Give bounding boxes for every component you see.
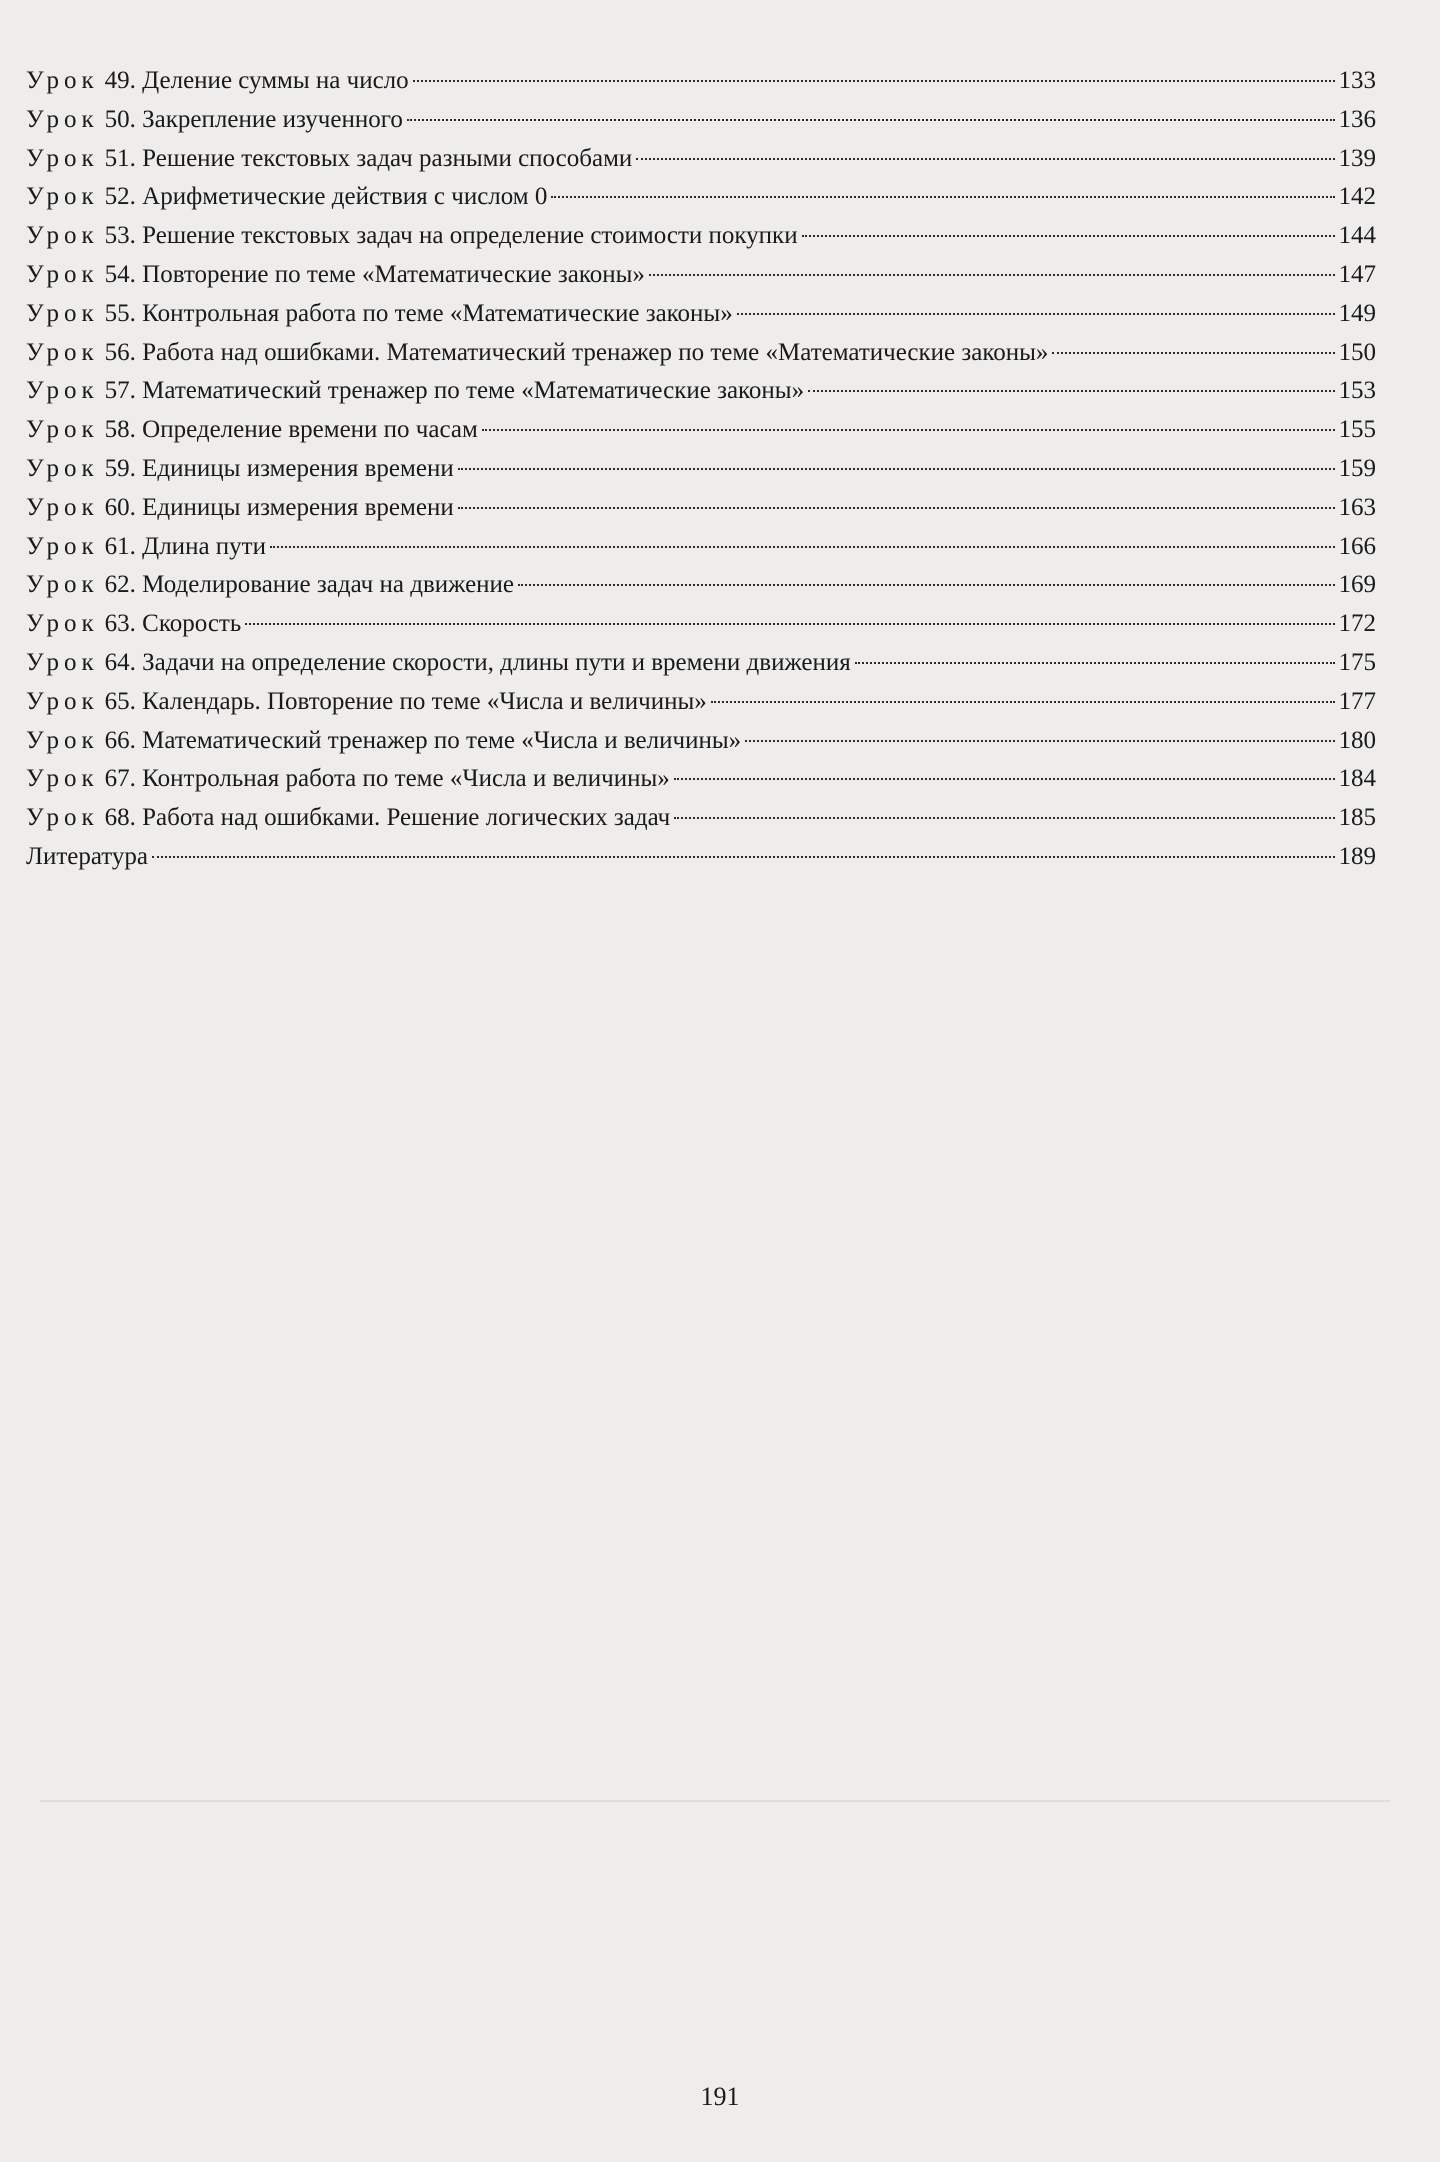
toc-entry-prefix: Урок bbox=[26, 532, 99, 560]
dot-leader bbox=[413, 80, 1335, 82]
dot-leader bbox=[245, 623, 1334, 625]
toc-entry bbox=[26, 838, 1376, 877]
toc-entry-page-number: 133 bbox=[1338, 67, 1376, 94]
toc-entry bbox=[26, 62, 1376, 101]
dot-leader bbox=[855, 662, 1335, 664]
toc-entry-title: 54. Повторение по теме «Математические законы» bbox=[104, 260, 645, 288]
toc-entry-page-number: 139 bbox=[1338, 144, 1376, 172]
dot-leader bbox=[711, 701, 1335, 703]
dot-leader bbox=[518, 584, 1334, 586]
table-of-contents bbox=[26, 62, 1376, 877]
toc-entry-prefix: Урок bbox=[26, 67, 99, 94]
toc-entry-prefix: Урок bbox=[26, 648, 99, 676]
toc-entry-title: 61. Длина пути bbox=[104, 532, 266, 560]
toc-entry-title: 65. Календарь. Повторение по теме «Числа и величины» bbox=[104, 687, 707, 715]
toc-entry-prefix: Урок bbox=[26, 299, 99, 327]
dot-leader bbox=[551, 196, 1334, 198]
dot-leader bbox=[458, 507, 1335, 509]
toc-entry-prefix: Урок bbox=[26, 222, 99, 250]
toc-entry-prefix: Урок bbox=[26, 804, 99, 832]
toc-entry-title: 55. Контрольная работа по теме «Математические законы» bbox=[104, 299, 733, 327]
toc-entry-page-number: 159 bbox=[1338, 454, 1376, 482]
dot-leader bbox=[270, 546, 1335, 548]
dot-leader bbox=[636, 158, 1334, 160]
toc-entry-title: 67. Контрольная работа по теме «Числа и величины» bbox=[104, 765, 670, 793]
toc-entry-title: 51. Решение текстовых задач разными способами bbox=[104, 144, 633, 172]
dot-leader bbox=[674, 817, 1334, 819]
bleed-through-rule bbox=[40, 1800, 1390, 1802]
toc-entry-title: 66. Математический тренажер по теме «Числа и величины» bbox=[104, 726, 742, 754]
toc-entry bbox=[26, 411, 1376, 450]
toc-entry bbox=[26, 101, 1376, 140]
dot-leader bbox=[808, 390, 1334, 392]
toc-entry-page-number: 184 bbox=[1338, 765, 1376, 793]
toc-entry-prefix: Урок bbox=[26, 183, 99, 211]
toc-entry-page-number: 144 bbox=[1338, 222, 1376, 250]
dot-leader bbox=[802, 235, 1335, 237]
dot-leader bbox=[1052, 352, 1334, 354]
toc-entry-title: 50. Закрепление изученного bbox=[104, 105, 403, 133]
toc-entry-page-number: 136 bbox=[1338, 105, 1376, 133]
dot-leader bbox=[152, 856, 1335, 858]
dot-leader bbox=[407, 119, 1335, 121]
toc-entry-title: 62. Моделирование задач на движение bbox=[104, 571, 515, 599]
toc-entry-prefix: Урок bbox=[26, 454, 99, 482]
toc-entry-prefix: Урок bbox=[26, 493, 99, 521]
toc-entry-title: 52. Арифметические действия с числом 0 bbox=[104, 183, 548, 211]
toc-entry-page-number: 189 bbox=[1338, 842, 1376, 870]
toc-entry-page-number: 142 bbox=[1338, 183, 1376, 211]
toc-entry-page-number: 147 bbox=[1338, 260, 1376, 288]
dot-leader bbox=[674, 778, 1335, 780]
toc-entry bbox=[26, 799, 1376, 838]
toc-entry-title: 63. Скорость bbox=[104, 610, 242, 638]
toc-entry-page-number: 185 bbox=[1338, 804, 1376, 832]
toc-entry bbox=[26, 760, 1376, 799]
toc-entry-page-number: 163 bbox=[1338, 493, 1376, 521]
dot-leader bbox=[458, 468, 1335, 470]
toc-entry-page-number: 153 bbox=[1338, 377, 1376, 405]
toc-entry-page-number: 180 bbox=[1338, 726, 1376, 754]
toc-entry-prefix: Урок bbox=[26, 765, 99, 793]
toc-entry-title: 59. Единицы измерения времени bbox=[104, 454, 454, 482]
toc-entry bbox=[26, 605, 1376, 644]
toc-entry-prefix: Урок bbox=[26, 377, 99, 405]
toc-entry-page-number: 169 bbox=[1338, 571, 1376, 599]
toc-entry-title: 58. Определение времени по часам bbox=[104, 416, 478, 444]
toc-entry bbox=[26, 256, 1376, 295]
toc-entry bbox=[26, 644, 1376, 683]
toc-entry bbox=[26, 178, 1376, 217]
toc-entry bbox=[26, 566, 1376, 605]
dot-leader bbox=[745, 740, 1334, 742]
toc-entry bbox=[26, 722, 1376, 761]
toc-entry-page-number: 166 bbox=[1338, 532, 1376, 560]
toc-entry-page-number: 149 bbox=[1338, 299, 1376, 327]
toc-entry-title: 68. Работа над ошибками. Решение логических задач bbox=[104, 804, 671, 832]
toc-entry-prefix: Урок bbox=[26, 260, 99, 288]
toc-entry bbox=[26, 217, 1376, 256]
toc-entry-title: Литература bbox=[26, 842, 148, 870]
toc-entry-page-number: 175 bbox=[1338, 648, 1376, 676]
toc-entry-title: 60. Единицы измерения времени bbox=[104, 493, 454, 521]
toc-entry bbox=[26, 334, 1376, 373]
page-number: 191 bbox=[700, 2082, 740, 2111]
toc-entry-title: 57. Математический тренажер по теме «Математические законы» bbox=[104, 377, 805, 405]
toc-entry-prefix: Урок bbox=[26, 416, 99, 444]
toc-entry bbox=[26, 372, 1376, 411]
toc-entry-prefix: Урок bbox=[26, 610, 99, 638]
toc-entry-prefix: Урок bbox=[26, 338, 99, 366]
toc-entry bbox=[26, 450, 1376, 489]
toc-entry bbox=[26, 140, 1376, 179]
toc-entry-title: 53. Решение текстовых задач на определение стоимости покупки bbox=[104, 222, 798, 250]
toc-entry bbox=[26, 528, 1376, 567]
toc-entry-page-number: 155 bbox=[1338, 416, 1376, 444]
toc-entry-title: 49. Деление суммы на число bbox=[104, 67, 409, 94]
toc-entry-prefix: Урок bbox=[26, 571, 99, 599]
dot-leader bbox=[737, 313, 1335, 315]
toc-entry-page-number: 150 bbox=[1338, 338, 1376, 366]
dot-leader bbox=[649, 274, 1335, 276]
toc-entry bbox=[26, 489, 1376, 528]
toc-entry-title: 56. Работа над ошибками. Математический тренажер по теме «Математические законы» bbox=[104, 338, 1049, 366]
toc-entry-title: 64. Задачи на определение скорости, длины пути и времени движения bbox=[104, 648, 851, 676]
toc-entry-prefix: Урок bbox=[26, 687, 99, 715]
dot-leader bbox=[482, 429, 1335, 431]
toc-entry-page-number: 177 bbox=[1338, 687, 1376, 715]
toc-entry-prefix: Урок bbox=[26, 726, 99, 754]
toc-entry-prefix: Урок bbox=[26, 105, 99, 133]
toc-entry-page-number: 172 bbox=[1338, 610, 1376, 638]
toc-entry bbox=[26, 683, 1376, 722]
toc-entry-prefix: Урок bbox=[26, 144, 99, 172]
toc-entry bbox=[26, 295, 1376, 334]
